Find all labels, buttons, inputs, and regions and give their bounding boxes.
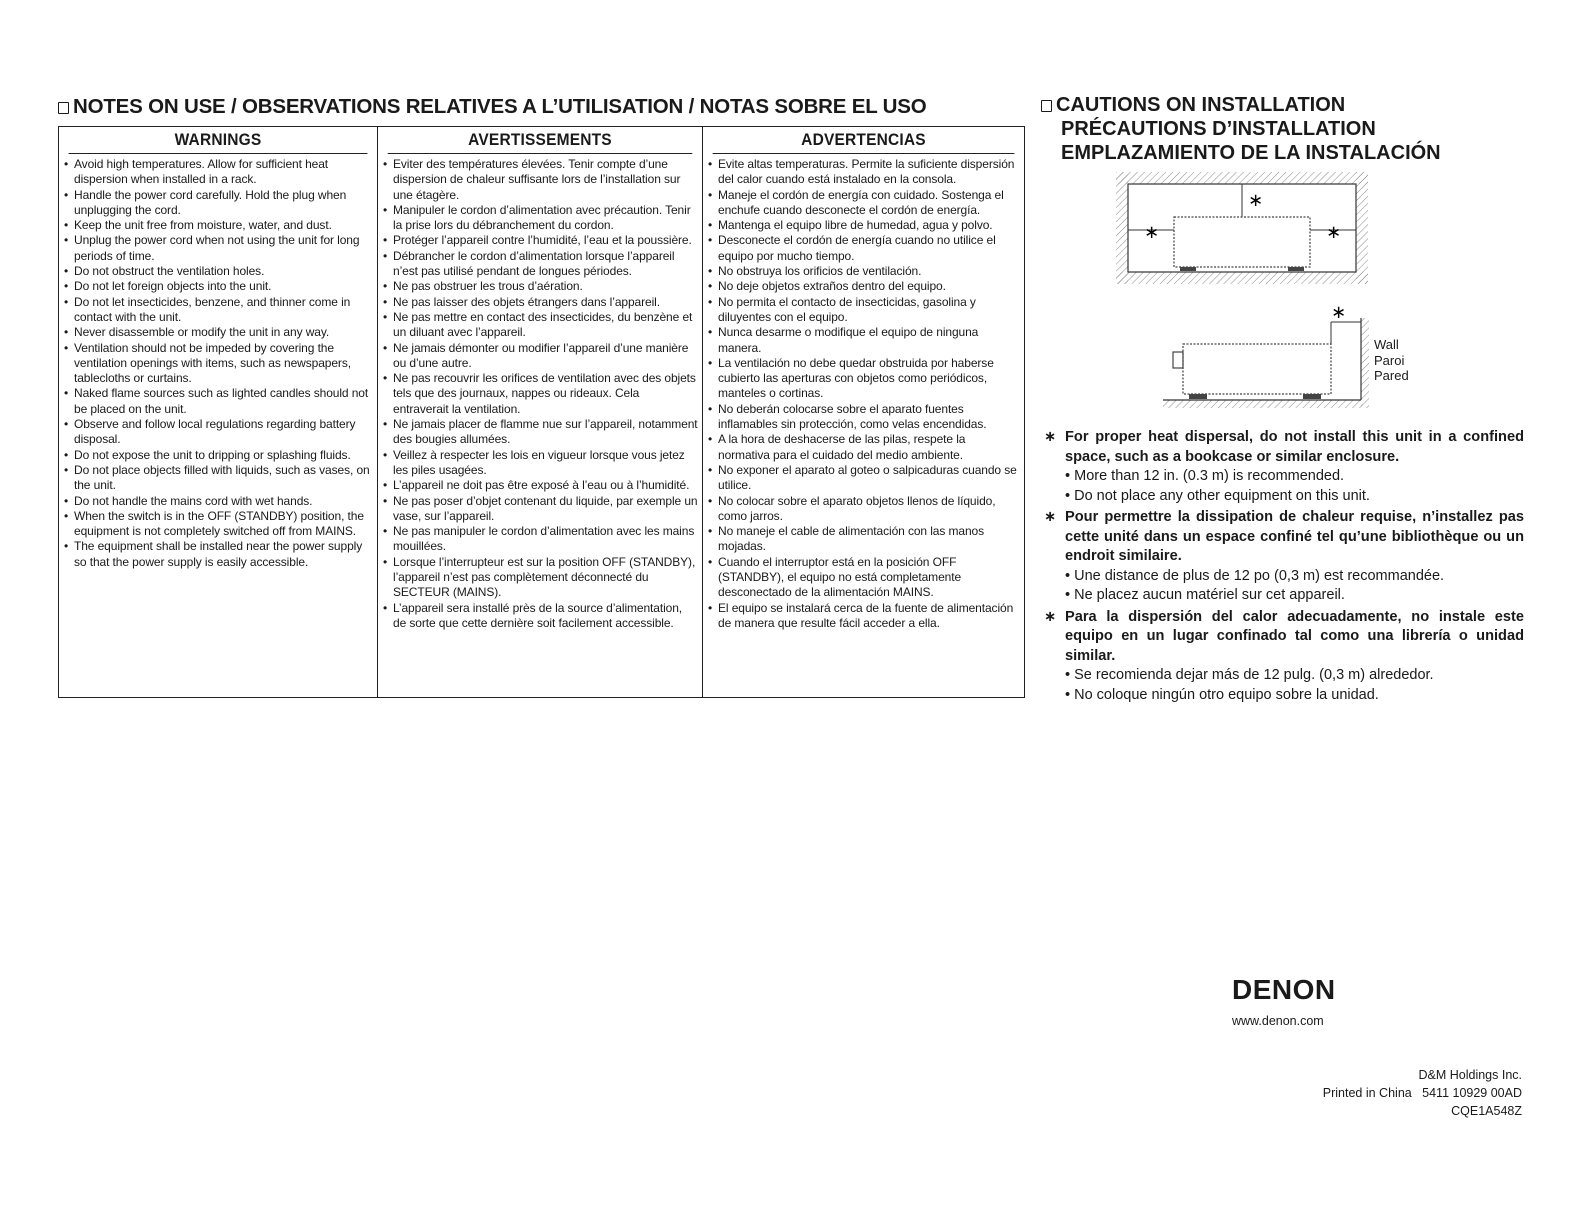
advertencias-column-title: ADVERTENCIAS [713, 127, 1015, 154]
bullet-icon: • [64, 264, 69, 279]
warning-item-text: Do not let insecticides, benzene, and thinner come in contact with the unit. [74, 294, 351, 324]
installation-note-bullet-text: Do not place any other equipment on this unit. [1074, 487, 1370, 504]
warnings-table [58, 126, 1025, 698]
bullet-icon: • [708, 600, 713, 615]
bullet-icon: • [383, 248, 388, 263]
bullet-icon: • [1065, 468, 1075, 484]
warning-item [382, 448, 698, 479]
printed-in: Printed in China 5411 10929 00AD [1322, 1086, 1522, 1100]
warning-item [63, 341, 373, 387]
warning-item-text: No obstruya los orificios de ventilación. [718, 264, 922, 279]
warning-item [707, 264, 1020, 279]
bullet-icon: • [708, 264, 713, 279]
warning-item [63, 233, 373, 264]
checkbox-square-icon [1041, 100, 1052, 112]
warnings-column-title: WARNINGS [69, 127, 368, 154]
warning-item-text: Do not place objects filled with liquids, such as vases, on the unit. [74, 462, 370, 493]
warning-item-text: Do not expose the unit to dripping or splashing fluids. [74, 447, 351, 462]
bullet-icon: • [708, 279, 713, 294]
warning-item-text: Naked flame sources such as lighted candles should not be placed on the unit. [74, 386, 369, 416]
bullet-icon: • [708, 294, 713, 309]
bullet-icon: • [708, 432, 713, 447]
bullet-icon: • [1065, 667, 1075, 683]
warning-item [707, 325, 1020, 356]
warning-item [382, 233, 698, 248]
installation-note-bullet-text: Une distance de plus de 12 po (0,3 m) est recommandée. [1074, 567, 1445, 584]
bullet-icon: • [64, 508, 69, 523]
bullet-icon: • [383, 447, 388, 462]
bullet-icon: • [383, 493, 388, 508]
imprint [1323, 1066, 1522, 1120]
warning-item [382, 157, 698, 203]
avertissements-column-title: AVERTISSEMENTS [388, 127, 693, 154]
warning-item [707, 463, 1020, 494]
warning-item [63, 279, 373, 294]
bullet-icon: • [64, 233, 69, 248]
clearance-marker-left: ∗ [1144, 222, 1160, 243]
warnings-list [59, 154, 377, 570]
bullet-icon: • [708, 233, 713, 248]
bullet-icon: • [383, 157, 388, 171]
warning-item [382, 203, 698, 234]
warning-item-text: Lorsque l’interrupteur est sur la position OFF (STANDBY), l’appareil n’est pas complètement déconnecté du SECTEUR (MAINS). [393, 554, 696, 600]
warning-item-text: Ne pas recouvrir les orifices de ventilation avec des objets tels que des journaux, nappes ou rideaux. Cela entraverait la ventilation. [393, 371, 696, 416]
bullet-icon: • [383, 371, 388, 386]
warning-item [382, 601, 698, 632]
warning-item-text: Nunca desarme o modifique el equipo de ninguna manera. [718, 325, 979, 355]
installation-note-text: Para la dispersión del calor adecuadamente, no instale este equipo en un lugar confinado tal como una librería o unidad similar. [1065, 608, 1524, 664]
installation-note-bullet-text: No coloque ningún otro equipo sobre la unidad. [1074, 686, 1379, 703]
installation-note-bullet [1044, 586, 1524, 606]
warning-item [707, 402, 1020, 433]
warning-item-text: Never disassemble or modify the unit in any way. [74, 325, 330, 340]
bullet-icon: • [708, 462, 713, 477]
warning-item-text: A la hora de deshacerse de las pilas, respete la normativa para el cuidado del medio ambiente. [718, 432, 966, 462]
advertencias-column [702, 127, 1024, 697]
bullet-icon: • [708, 524, 713, 539]
checkbox-square-icon [58, 102, 69, 114]
warning-item [63, 494, 373, 509]
bullet-icon: • [383, 233, 388, 248]
warning-item [707, 233, 1020, 264]
clearance-marker-right: ∗ [1326, 222, 1342, 243]
warning-item-text: Do not let foreign objects into the unit. [74, 279, 272, 294]
warning-item [382, 295, 698, 310]
warning-item [382, 249, 698, 280]
bullet-icon: • [708, 554, 713, 569]
bullet-icon: • [383, 417, 388, 432]
avertissements-list [378, 154, 702, 631]
warning-item [63, 325, 373, 340]
installation-note-text: Pour permettre la dissipation de chaleur requise, n’installez pas cette unité dans un espace confiné tel qu’une bibliothèque ou un endroit similaire. [1065, 509, 1524, 564]
warning-item-text: When the switch is in the OFF (STANDBY) position, the equipment is not completely switched off from MAINS. [74, 508, 364, 539]
installation-note [1044, 428, 1524, 506]
installation-note-bullet-text: Ne placez aucun matériel sur cet appareil. [1074, 587, 1345, 603]
bullet-icon: • [383, 524, 388, 539]
warning-item-text: No exponer el aparato al goteo o salpicaduras cuando se utilice. [718, 462, 1017, 493]
warning-item [63, 539, 373, 570]
clearance-marker-top: ∗ [1248, 190, 1264, 211]
warning-item [382, 524, 698, 555]
warning-item [707, 157, 1020, 188]
warning-item [707, 279, 1020, 294]
bullet-icon: • [383, 478, 388, 493]
bullet-icon: • [708, 325, 713, 340]
bullet-icon: • [383, 309, 388, 324]
installation-note-line [1044, 428, 1524, 467]
warning-item [63, 295, 373, 326]
bullet-icon: • [383, 202, 388, 217]
bullet-icon: • [64, 447, 69, 462]
warning-item [707, 188, 1020, 219]
warning-item-text: Eviter des températures élevées. Tenir compte d’une dispersion de chaleur suffisante lors de l’installation sur une étagère. [393, 157, 681, 202]
warning-item-text: Ne pas mettre en contact des insecticides, du benzène et un diluant avec l’appareil. [393, 309, 693, 340]
cautions-heading-line-1: CAUTIONS ON INSTALLATION [1056, 94, 1346, 116]
warning-item [63, 157, 373, 188]
warning-item-text: Desconecte el cordón de energía cuando no utilice el equipo por mucho tiempo. [718, 233, 996, 263]
bullet-icon: • [1065, 686, 1075, 703]
warning-item-text: Protéger l’appareil contre l’humidité, l’eau et la poussière. [393, 233, 692, 248]
installation-notes [1044, 428, 1524, 707]
warning-item-text: Observe and follow local regulations regarding battery disposal. [74, 417, 356, 447]
installation-note-line [1044, 508, 1524, 567]
bullet-icon: • [708, 355, 713, 370]
warning-item-text: L’appareil sera installé près de la source d’alimentation, de sorte que cette dernière soit facilement accessible. [393, 600, 683, 630]
wall-clearance-diagram [1163, 300, 1373, 412]
warning-item-text: Cuando el interruptor está en la posición OFF (STANDBY), el equipo no está completamente desconectado de la alimentación MAINS. [718, 554, 962, 600]
warning-item-text: No deje objetos extraños dentro del equipo. [718, 279, 946, 294]
bullet-icon: • [64, 417, 69, 432]
warning-item [63, 218, 373, 233]
product-code: CQE1A548Z [1451, 1104, 1522, 1118]
clearance-marker-wall: ∗ [1331, 302, 1347, 323]
brand-url: www.denon.com [1232, 1014, 1324, 1028]
warning-item [382, 279, 698, 294]
bullet-icon: • [383, 340, 388, 355]
asterisk-icon: ∗ [1044, 608, 1057, 625]
bullet-icon: • [1065, 567, 1075, 584]
advertencias-list [703, 154, 1024, 631]
bullet-icon: • [383, 600, 388, 615]
warning-item-text: Ne pas poser d’objet contenant du liquide, par exemple un vase, sur l’appareil. [393, 493, 698, 523]
notes-heading [58, 95, 1058, 119]
warning-item [707, 494, 1020, 525]
bullet-icon: • [1065, 587, 1075, 603]
bullet-icon: • [64, 218, 69, 233]
warning-item-text: Veillez à respecter les lois en vigueur lorsque vous jetez les piles usagées. [393, 447, 685, 477]
bullet-icon: • [708, 493, 713, 508]
wall-label-en: Wall [1374, 337, 1399, 352]
warning-item-text: L’appareil ne doit pas être exposé à l’eau ou à l’humidité. [393, 478, 690, 493]
warning-item [63, 448, 373, 463]
bullet-icon: • [383, 554, 388, 569]
warning-item [382, 478, 698, 493]
installation-note-bullet [1044, 467, 1524, 487]
warning-item-text: Maneje el cordón de energía con cuidado. Sostenga el enchufe cuando desconecte el cordón de energía. [718, 187, 1004, 217]
installation-note-bullet [1044, 487, 1524, 507]
warning-item [382, 341, 698, 372]
bullet-icon: • [64, 279, 69, 294]
warning-item [382, 310, 698, 341]
warning-item [63, 463, 373, 494]
installation-note-bullet [1044, 567, 1524, 587]
warning-item [707, 218, 1020, 233]
asterisk-icon: ∗ [1044, 509, 1057, 525]
bullet-icon: • [64, 157, 69, 171]
warning-item-text: Do not obstruct the ventilation holes. [74, 264, 265, 279]
asterisk-icon: ∗ [1044, 429, 1057, 445]
bullet-icon: • [64, 325, 69, 340]
brand-logo: DENON [1232, 974, 1336, 1005]
warning-item [707, 555, 1020, 601]
warning-item-text: Unplug the power cord when not using the unit for long periods of time. [74, 233, 360, 263]
warning-item [382, 417, 698, 448]
warning-item [707, 295, 1020, 326]
top-clearance-diagram [1116, 172, 1368, 284]
installation-note [1044, 508, 1524, 606]
warning-item-text: La ventilación no debe quedar obstruida por haberse cubierto las aperturas con objetos como periódicos, manteles o cortinas. [718, 355, 994, 401]
warning-item-text: No permita el contacto de insecticidas, gasolina y diluyentes con el equipo. [718, 294, 976, 324]
cautions-heading [1041, 93, 1441, 165]
warning-item-text: Mantenga el equipo libre de humedad, agua y polvo. [718, 218, 993, 233]
bullet-icon: • [64, 340, 69, 355]
warning-item-text: Do not handle the mains cord with wet hands. [74, 493, 313, 508]
bullet-icon: • [64, 462, 69, 477]
notes-heading-text: NOTES ON USE / OBSERVATIONS RELATIVES A L’UTILISATION / NOTAS SOBRE EL USO [73, 95, 927, 118]
bullet-icon: • [708, 187, 713, 202]
installation-note-bullet [1044, 686, 1524, 706]
installation-note-line [1044, 608, 1524, 667]
warnings-column [59, 127, 377, 697]
warning-item-text: No maneje el cable de alimentación con las manos mojadas. [718, 524, 985, 554]
installation-note-bullet-text: More than 12 in. (0.3 m) is recommended. [1074, 468, 1345, 484]
warning-item [707, 432, 1020, 463]
warning-item-text: El equipo se instalará cerca de la fuente de alimentación de manera que resulte fácil acceder a ella. [718, 600, 1014, 630]
installation-note-text: For proper heat dispersal, do not install this unit in a confined space, such as a bookcase or similar enclosure. [1065, 429, 1524, 465]
warning-item-text: Manipuler le cordon d’alimentation avec précaution. Tenir la prise lors du débranchement du cordon. [393, 202, 691, 233]
wall-label-es: Pared [1374, 368, 1409, 383]
warning-item [382, 371, 698, 417]
installation-note-bullet [1044, 666, 1524, 686]
warning-item-text: Ne jamais placer de flamme nue sur l’appareil, notamment des bougies allumées. [393, 417, 698, 447]
warning-item [707, 524, 1020, 555]
warning-item-text: No colocar sobre el aparato objetos llenos de líquido, como jarros. [718, 493, 996, 523]
warning-item [707, 601, 1020, 632]
warning-item-text: Ventilation should not be impeded by covering the ventilation openings with items, such as newspapers, tablecloths or curtains. [74, 340, 351, 386]
warning-item-text: Ne pas manipuler le cordon d’alimentation avec les mains mouillées. [393, 524, 695, 554]
bullet-icon: • [64, 187, 69, 202]
wall-labels [1374, 337, 1409, 384]
bullet-icon: • [383, 294, 388, 309]
bullet-icon: • [708, 218, 713, 233]
warning-item-text: Handle the power cord carefully. Hold the plug when unplugging the cord. [74, 187, 347, 217]
bullet-icon: • [64, 294, 69, 309]
bullet-icon: • [383, 279, 388, 294]
avertissements-column [377, 127, 702, 697]
warning-item-text: Evite altas temperaturas. Permite la suficiente dispersión del calor cuando está instalado en la consola. [718, 157, 1015, 187]
warning-item [63, 264, 373, 279]
bullet-icon: • [64, 493, 69, 508]
installation-note-bullet-text: Se recomienda dejar más de 12 pulg. (0,3 m) alrededor. [1074, 667, 1434, 683]
bullet-icon: • [708, 157, 713, 171]
warning-item-text: Ne pas obstruer les trous d’aération. [393, 279, 583, 294]
wall-label-fr: Paroi [1374, 352, 1405, 368]
cautions-heading-line-2: PRÉCAUTIONS D’INSTALLATION [1061, 118, 1376, 140]
warning-item-text: Débrancher le cordon d’alimentation lorsque l’appareil n’est pas utilisé pendant de longues périodes. [393, 248, 675, 279]
cautions-heading-line-3: EMPLAZAMIENTO DE LA INSTALACIÓN [1061, 142, 1441, 164]
bullet-icon: • [64, 539, 69, 554]
warning-item-text: The equipment shall be installed near the power supply so that the power supply is easily accessible. [74, 539, 363, 569]
warning-item [63, 188, 373, 219]
company-name: D&M Holdings Inc. [1418, 1068, 1522, 1082]
bullet-icon: • [708, 401, 713, 416]
warning-item [382, 494, 698, 525]
installation-note [1044, 608, 1524, 706]
warning-item-text: Avoid high temperatures. Allow for sufficient heat dispersion when installed in a rack. [74, 157, 329, 187]
warning-item [707, 356, 1020, 402]
warning-item [63, 509, 373, 540]
warning-item [63, 417, 373, 448]
warning-item-text: No deberán colocarse sobre el aparato fuentes inflamables sin protección, como velas encendidas. [718, 401, 987, 432]
warning-item-text: Ne jamais démonter ou modifier l’appareil d’une manière ou d’une autre. [393, 340, 689, 370]
warning-item-text: Ne pas laisser des objets étrangers dans l’appareil. [393, 294, 660, 309]
bullet-icon: • [1065, 487, 1075, 504]
bullet-icon: • [64, 386, 69, 401]
warning-item [63, 386, 373, 417]
warning-item [382, 555, 698, 601]
warning-item-text: Keep the unit free from moisture, water, and dust. [74, 218, 332, 233]
